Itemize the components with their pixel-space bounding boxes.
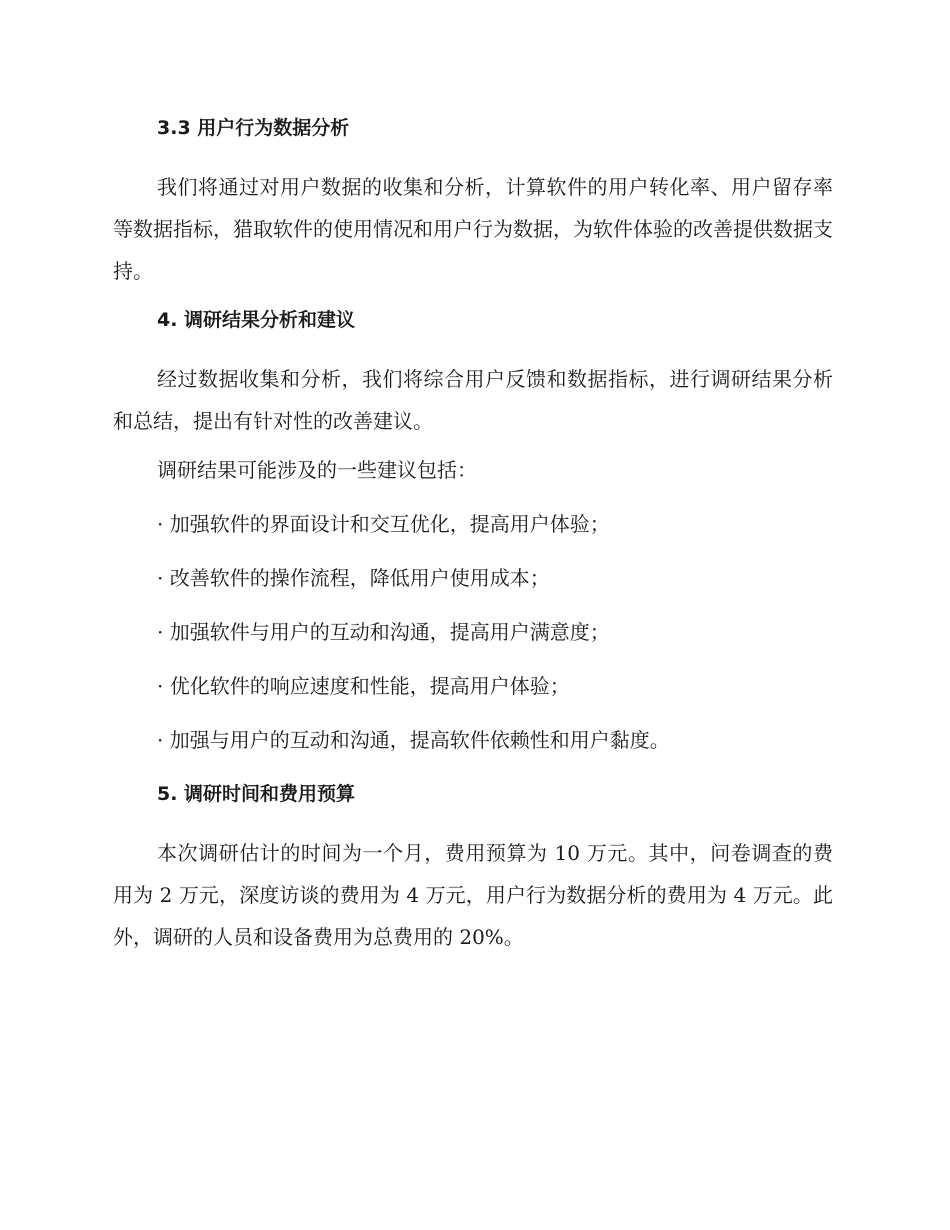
suggestion-item: · 加强软件与用户的互动和沟通，提高用户满意度； (157, 620, 610, 644)
suggestion-item: · 加强与用户的互动和沟通，提高软件依赖性和用户黏度。 (157, 728, 670, 752)
suggestions-intro: 调研结果可能涉及的一些建议包括： (157, 458, 477, 482)
document-body (113, 112, 833, 970)
section-heading-5: 5. 调研时间和费用预算 (157, 783, 356, 805)
section-heading-4: 4. 调研结果分析和建议 (157, 309, 356, 331)
section-paragraph-5: 本次调研估计的时间为一个月，费用预算为 10 万元。其中，问卷调查的费用为 2 万元，深度访谈的费用为 4 万元，用户行为数据分析的费用为 4 万元。此外，调研的人员和设备费用为总费用的 20%。 (113, 841, 833, 949)
suggestion-item: · 加强软件的界面设计和交互优化，提高用户体验； (157, 512, 610, 536)
section-paragraph-3-3: 我们将通过对用户数据的收集和分析，计算软件的用户转化率、用户留存率等数据指标，猎取软件的使用情况和用户行为数据，为软件体验的改善提供数据支持。 (113, 175, 833, 283)
suggestion-item: · 改善软件的操作流程，降低用户使用成本； (157, 566, 550, 590)
suggestion-item: · 优化软件的响应速度和性能，提高用户体验； (157, 674, 570, 698)
section-heading-3-3: 3.3 用户行为数据分析 (157, 117, 350, 139)
section-paragraph-4: 经过数据收集和分析，我们将综合用户反馈和数据指标，进行调研结果分析和总结，提出有针对性的改善建议。 (113, 367, 833, 433)
